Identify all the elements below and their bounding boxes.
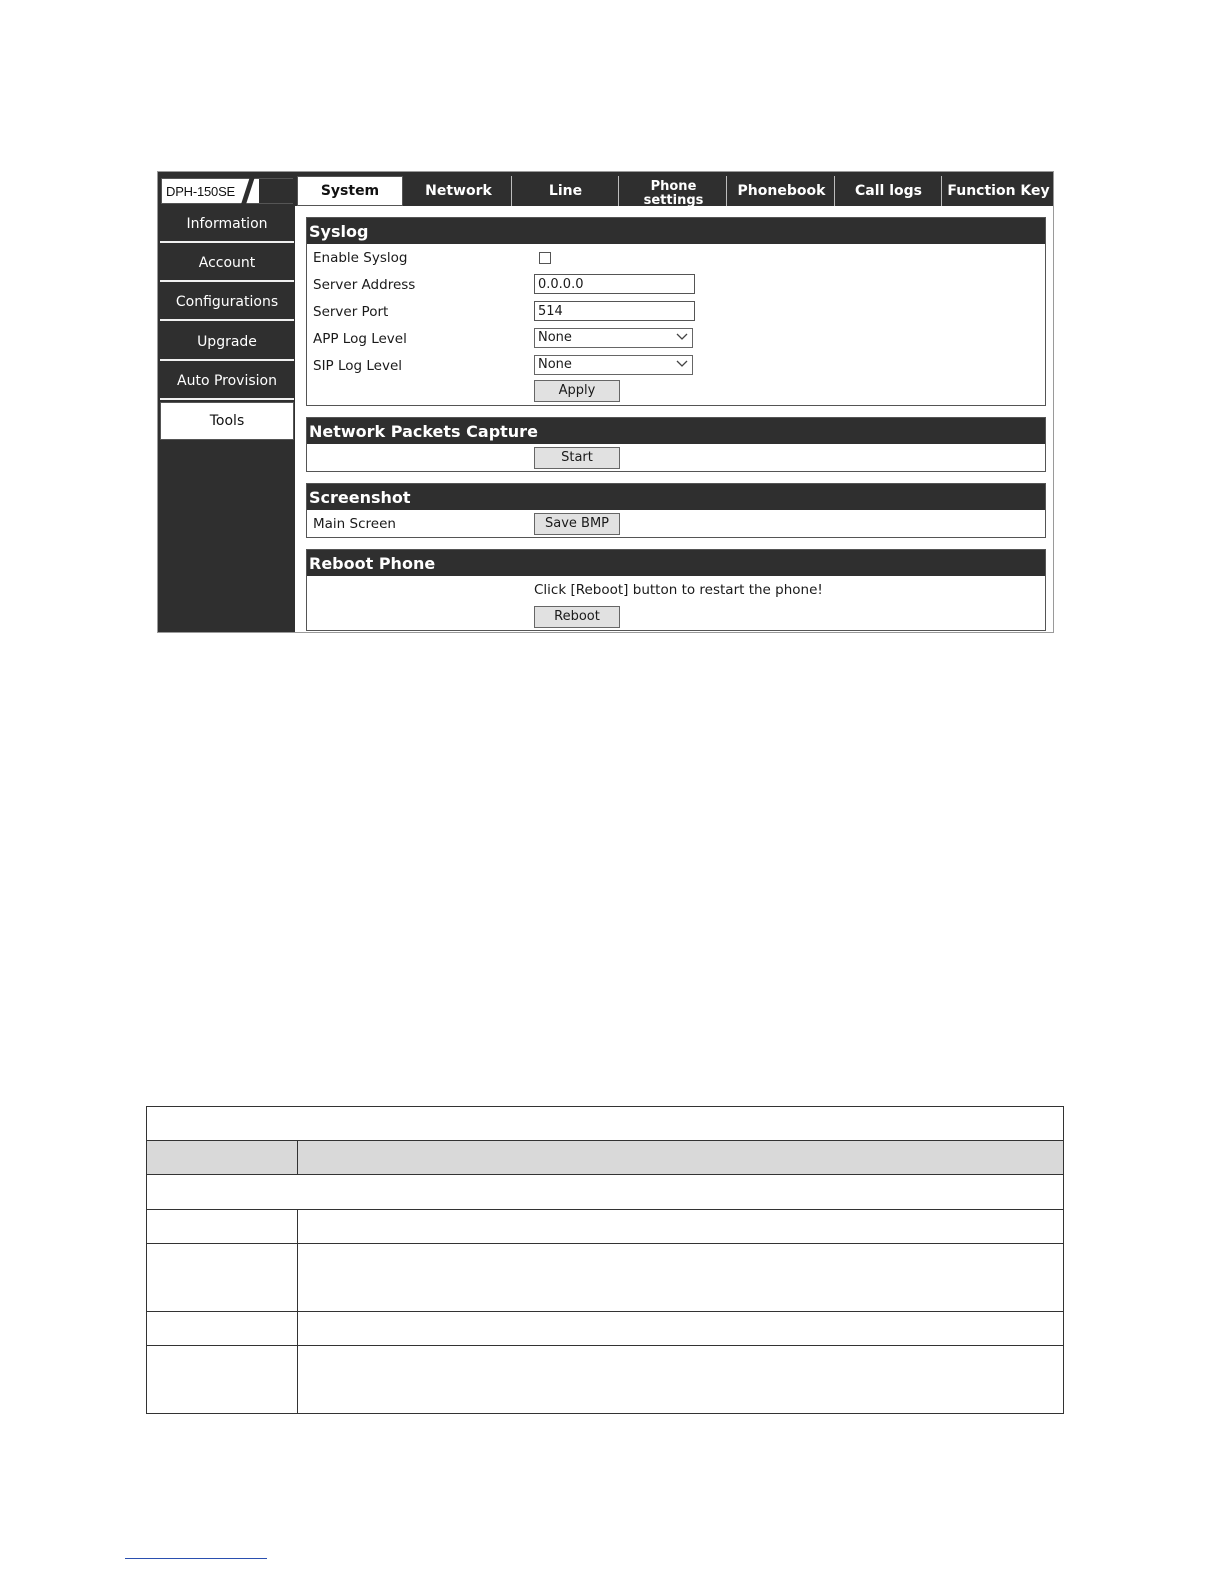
table-header-row xyxy=(147,1141,1064,1175)
tab-network[interactable] xyxy=(406,176,512,206)
section-title: Network Packets Capture xyxy=(307,418,1045,444)
sip-log-level-select[interactable] xyxy=(534,355,693,375)
table-cell xyxy=(147,1141,298,1175)
section-title: Screenshot xyxy=(307,484,1045,510)
device-logo xyxy=(161,178,293,204)
server-address-input[interactable] xyxy=(534,274,695,294)
start-capture-button[interactable]: Start xyxy=(534,447,620,469)
tab-label: Call logs xyxy=(855,183,922,199)
screenshot-section xyxy=(306,483,1046,538)
tab-label-line2: settings xyxy=(643,193,704,208)
table-cell xyxy=(147,1107,1064,1141)
table-title-row xyxy=(147,1107,1064,1141)
table-cell xyxy=(147,1346,298,1414)
enable-syslog-checkbox[interactable] xyxy=(539,252,551,264)
save-bmp-button[interactable]: Save BMP xyxy=(534,513,620,535)
app-log-level-row xyxy=(307,327,1045,353)
sidebar-item-label: Account xyxy=(198,254,256,271)
sidebar-item-label: Tools xyxy=(209,413,245,429)
table-cell xyxy=(298,1141,1064,1175)
field-label: APP Log Level xyxy=(313,331,407,347)
sidebar-item-configurations[interactable] xyxy=(160,284,294,321)
tab-system[interactable] xyxy=(297,176,403,206)
server-port-input[interactable] xyxy=(534,301,695,321)
tab-phone-settings[interactable] xyxy=(621,176,727,206)
select-value: None xyxy=(538,330,572,345)
field-label: Enable Syslog xyxy=(313,250,408,266)
table-row xyxy=(147,1210,1064,1244)
packet-capture-section xyxy=(306,417,1046,472)
reboot-section xyxy=(306,549,1046,631)
reboot-note: Click [Reboot] button to restart the phone! xyxy=(534,582,823,598)
table-row xyxy=(147,1244,1064,1312)
sidebar-item-information[interactable] xyxy=(160,206,294,243)
field-label: SIP Log Level xyxy=(313,358,403,374)
sidebar-item-upgrade[interactable] xyxy=(160,324,294,361)
sidebar-item-auto-provision[interactable] xyxy=(160,363,294,400)
app-log-level-select[interactable] xyxy=(534,328,693,348)
tab-function-key[interactable] xyxy=(944,176,1053,206)
reboot-button[interactable]: Reboot xyxy=(534,606,620,628)
tab-label: Function Key xyxy=(947,183,1050,199)
select-value: None xyxy=(538,357,572,372)
parameter-table xyxy=(146,1106,1064,1414)
server-address-row xyxy=(307,273,1045,299)
table-section-row xyxy=(147,1175,1064,1210)
sidebar-item-tools[interactable] xyxy=(160,402,294,440)
footnote-separator xyxy=(125,1558,267,1559)
section-title: Syslog xyxy=(307,218,1045,244)
tab-call-logs[interactable] xyxy=(836,176,942,206)
table-cell xyxy=(298,1210,1064,1244)
apply-button[interactable]: Apply xyxy=(534,380,620,402)
table-row xyxy=(147,1346,1064,1414)
field-label: Server Address xyxy=(313,277,416,293)
table-cell xyxy=(147,1312,298,1346)
tab-label: Line xyxy=(548,183,583,199)
sip-log-level-row xyxy=(307,354,1045,380)
web-ui-screenshot xyxy=(157,171,1054,633)
sidebar-item-label: Auto Provision xyxy=(177,372,277,389)
table-cell xyxy=(298,1312,1064,1346)
section-title: Reboot Phone xyxy=(307,550,1045,576)
tab-label: Phonebook xyxy=(737,183,826,199)
logo-wedge xyxy=(259,179,293,203)
table-cell xyxy=(147,1244,298,1312)
enable-syslog-row xyxy=(307,246,1045,272)
sidebar-item-label: Upgrade xyxy=(197,333,257,350)
tab-phonebook[interactable] xyxy=(729,176,835,206)
field-label: Main Screen xyxy=(313,516,396,532)
sidebar xyxy=(158,206,295,633)
field-label: Server Port xyxy=(313,304,389,320)
sidebar-item-label: Information xyxy=(186,215,268,232)
tab-label-line1: Phone xyxy=(650,179,697,194)
tab-label: System xyxy=(320,183,380,199)
logo-slash-icon xyxy=(240,177,255,207)
table-cell xyxy=(298,1244,1064,1312)
top-navigation-bar xyxy=(158,172,1053,206)
tab-label: Network xyxy=(425,183,492,199)
table-cell xyxy=(147,1210,298,1244)
table-row xyxy=(147,1312,1064,1346)
table-cell xyxy=(298,1346,1064,1414)
syslog-section xyxy=(306,217,1046,406)
sidebar-item-label: Configurations xyxy=(175,293,279,310)
chevron-down-icon xyxy=(676,358,688,370)
server-port-row xyxy=(307,300,1045,326)
chevron-down-icon xyxy=(676,331,688,343)
sidebar-item-account[interactable] xyxy=(160,245,294,282)
tab-line[interactable] xyxy=(513,176,619,206)
device-model: DPH-150SE xyxy=(166,184,236,199)
table-cell xyxy=(147,1175,1064,1210)
